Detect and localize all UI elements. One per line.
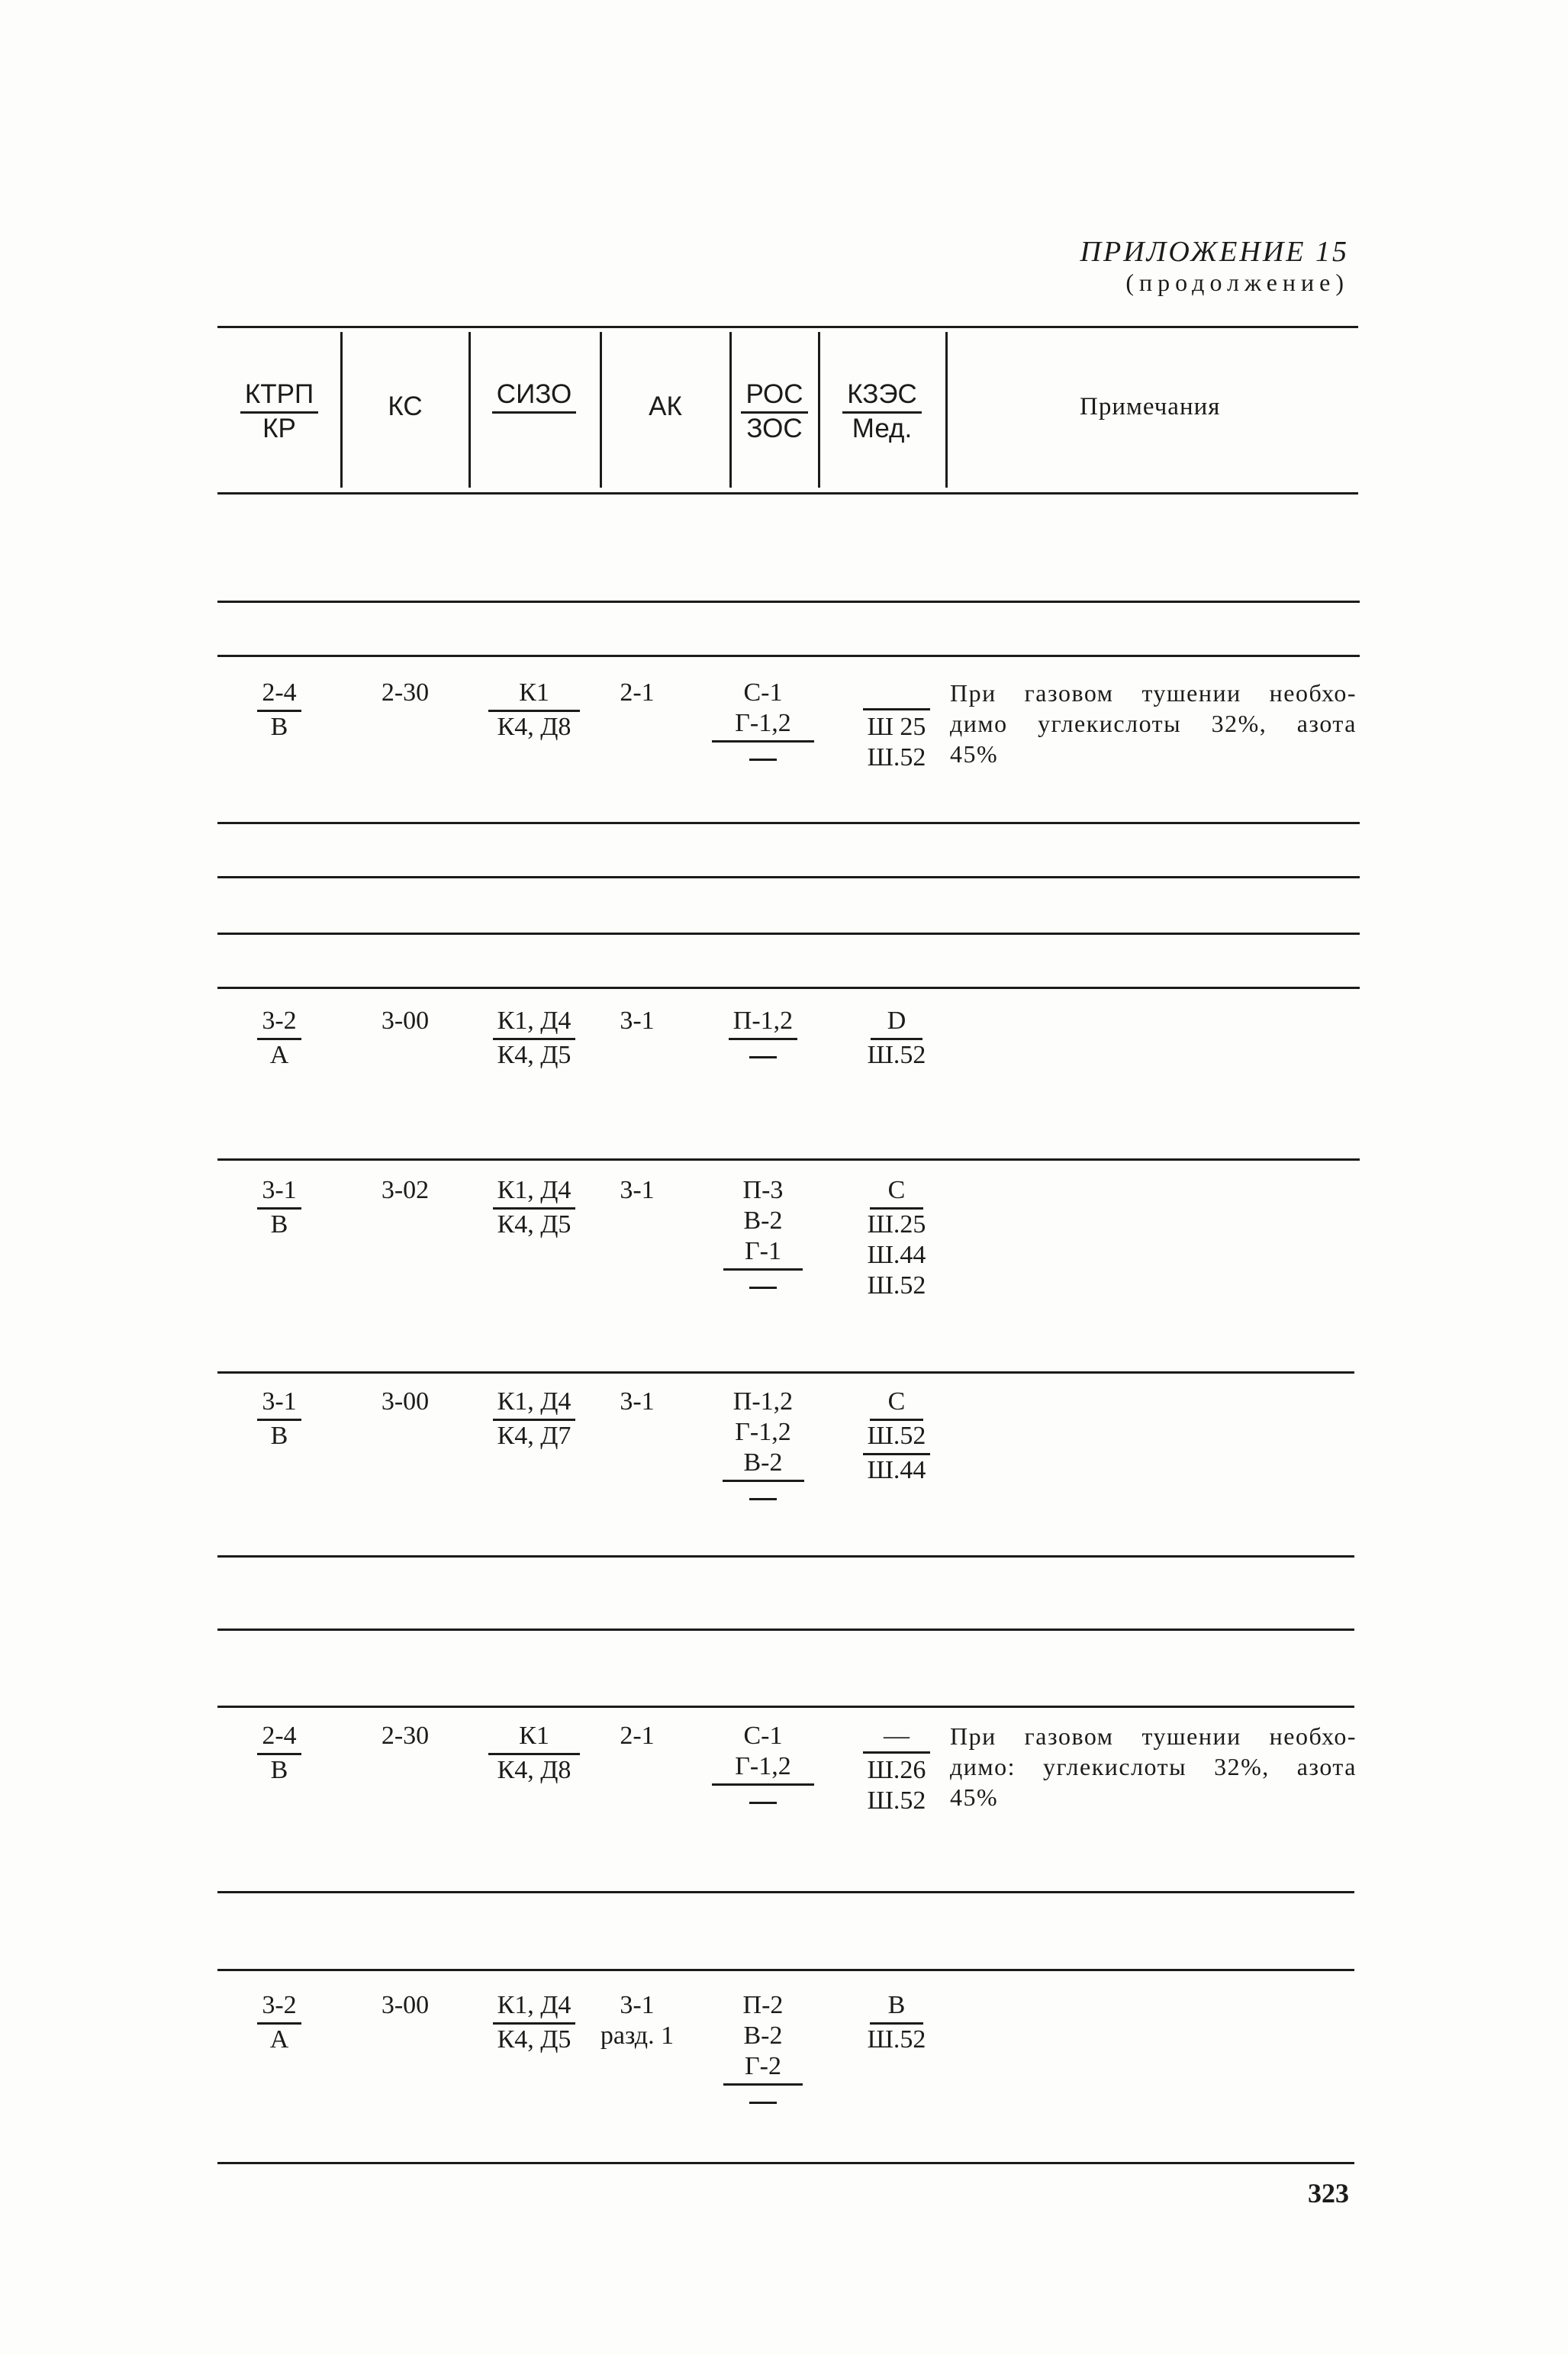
cell-zos-dash	[749, 1287, 777, 1289]
cell-ros-zos	[706, 1006, 820, 1071]
cell-sizo-top: К1, Д4	[493, 1175, 576, 1210]
cell-ktrp: 3-1	[257, 1387, 301, 1421]
col-divider-5	[818, 332, 820, 488]
cell-kzes-med	[851, 678, 942, 773]
cell-ktrp-kr	[223, 678, 336, 743]
cell-ktrp: 2-4	[257, 678, 301, 712]
col-divider-6	[945, 332, 948, 488]
cell-ros-line: В-2	[743, 1206, 783, 1235]
cell-ktrp-kr	[223, 1006, 336, 1071]
cell-kr: В	[270, 713, 288, 741]
col-header-ros: РОС	[741, 379, 807, 414]
note-line: При газовом тушении необхо-	[950, 679, 1357, 707]
cell-sizo-bottom: К4, Д8	[497, 1756, 571, 1784]
cell-med-line: Ш.25	[867, 1210, 926, 1239]
note-line: 45%	[950, 1783, 999, 1811]
cell-sizo	[450, 1721, 618, 1786]
cell-sizo-top: К1, Д4	[493, 1990, 576, 2025]
cell-sizo-bottom: К4, Д5	[497, 1041, 571, 1069]
cell-sizo-bottom: К4, Д5	[497, 2025, 571, 2054]
rule	[217, 987, 1360, 989]
col-divider-1	[340, 332, 343, 488]
cell-ros-line: П-2	[742, 1991, 784, 2019]
cell-med-line: Ш.52	[863, 1421, 931, 1455]
cell-ktrp-kr	[223, 1990, 336, 2055]
cell-sizo-bottom: К4, Д8	[497, 713, 571, 741]
cell-sizo-top: К1, Д4	[493, 1387, 576, 1421]
cell-med-line: Ш.26	[863, 1751, 931, 1786]
cell-ros-line: Г-2	[723, 2051, 803, 2086]
note-line: При газовом тушении необхо-	[950, 1722, 1357, 1750]
cell-med-line: Ш.44	[867, 1456, 926, 1484]
col-header-ktrp: КТРП	[240, 379, 318, 414]
cell-kr: В	[270, 1422, 288, 1450]
rule	[217, 1629, 1354, 1631]
cell-ros-line: С-1	[743, 678, 783, 707]
note-line: димо углекислоты 32%, азота	[950, 710, 1357, 737]
cell-ktrp: 3-2	[257, 1006, 301, 1040]
cell-ktrp: 3-2	[257, 1990, 301, 2025]
col-header-kzes-med	[823, 379, 942, 444]
header-top-rule	[217, 326, 1358, 328]
cell-note	[950, 1721, 1357, 1812]
cell-sizo	[450, 1006, 618, 1071]
cell-kr: В	[270, 1756, 288, 1784]
col-divider-3	[600, 332, 602, 488]
cell-med-line: Ш.52	[867, 743, 926, 772]
rule	[217, 1706, 1354, 1708]
rule	[217, 1891, 1354, 1893]
cell-sizo	[450, 1175, 618, 1240]
cell-zos-dash	[749, 1802, 777, 1804]
cell-ros-line: В-2	[743, 2022, 783, 2050]
cell-sizo-bottom: К4, Д7	[497, 1422, 571, 1450]
cell-ks: 3-02	[381, 1176, 430, 1204]
col-header-ros-zos	[734, 379, 815, 444]
cell-ktrp-kr	[223, 1387, 336, 1451]
cell-kzes-top: С	[870, 1175, 924, 1210]
cell-ros-line: Г-1,2	[712, 708, 813, 743]
rule	[217, 876, 1360, 878]
cell-ros-line: Г-1	[723, 1236, 803, 1271]
cell-ks: 2-30	[381, 1722, 430, 1750]
col-header-ktrp-kr	[223, 379, 336, 444]
col-divider-2	[468, 332, 471, 488]
cell-sizo-top: К1	[488, 678, 580, 712]
cell-ktrp-kr	[223, 1721, 336, 1786]
cell-ks: 2-30	[381, 678, 430, 707]
cell-med-line: Ш 25	[863, 708, 931, 743]
cell-zos-dash	[749, 1056, 777, 1058]
cell-med-line: Ш.52	[867, 1271, 926, 1300]
cell-zos-dash	[749, 2102, 777, 2104]
cell-sizo-top: К1, Д4	[493, 1006, 576, 1040]
appendix-subtitle: (продолжение)	[1125, 269, 1349, 296]
cell-ktrp-kr	[223, 1175, 336, 1240]
rule	[217, 2162, 1354, 2164]
cell-zos-dash	[749, 759, 777, 761]
header-bottom-rule	[217, 492, 1358, 495]
cell-ak: 2-1	[620, 678, 655, 707]
col-header-med: Мед.	[852, 414, 913, 443]
col-header-kzes: КЗЭС	[842, 379, 922, 414]
cell-kzes-med	[851, 1387, 942, 1486]
cell-med-line: Ш.52	[867, 1786, 926, 1815]
rule	[217, 655, 1360, 657]
cell-ros-zos	[706, 1721, 820, 1816]
rule	[217, 822, 1360, 824]
cell-ks: 3-00	[381, 1387, 430, 1416]
cell-ks: 3-00	[381, 1991, 430, 2019]
cell-ak: 2-1	[620, 1722, 655, 1750]
rule	[217, 601, 1360, 603]
col-header-sizo-label: СИЗО	[492, 379, 576, 414]
cell-ak: 3-1	[620, 1007, 655, 1035]
appendix-title: ПРИЛОЖЕНИЕ 15	[1080, 236, 1349, 268]
cell-ros-line: Г-1,2	[712, 1751, 813, 1786]
cell-ros-line: В-2	[723, 1448, 804, 1482]
cell-ros-line: С-1	[743, 1722, 783, 1750]
cell-med-line: Ш.44	[867, 1241, 926, 1269]
cell-kzes-med	[851, 1990, 942, 2055]
cell-med-line: Ш.52	[867, 1041, 926, 1069]
col-header-ks: КС	[388, 391, 423, 421]
rule	[217, 1371, 1354, 1374]
cell-kr: А	[269, 2025, 289, 2054]
rule	[217, 933, 1360, 935]
cell-ros-line: П-1,2	[732, 1387, 794, 1416]
note-line: 45%	[950, 740, 999, 768]
cell-ktrp: 2-4	[257, 1721, 301, 1755]
col-divider-4	[729, 332, 732, 488]
col-header-ak: АК	[649, 391, 682, 421]
cell-ros-line: Г-1,2	[735, 1418, 791, 1446]
cell-ak	[580, 1990, 694, 2051]
cell-sizo-bottom: К4, Д5	[497, 1210, 571, 1239]
cell-ros-zos	[706, 1175, 820, 1301]
rule	[217, 1158, 1360, 1161]
cell-sizo-top: К1	[488, 1721, 580, 1755]
cell-ks: 3-00	[381, 1007, 430, 1035]
cell-med-line: Ш.52	[867, 2025, 926, 2054]
cell-ros-line: П-3	[742, 1176, 784, 1204]
cell-kr: А	[269, 1041, 289, 1069]
page-number: 323	[1308, 2178, 1349, 2208]
cell-ak: 3-1	[620, 1176, 655, 1204]
cell-kr: В	[270, 1210, 288, 1239]
cell-kzes-top: D	[871, 1006, 923, 1040]
cell-kzes-med	[851, 1721, 942, 1816]
cell-ak-value: 3-1	[620, 1991, 655, 2019]
cell-kzes-med	[851, 1006, 942, 1071]
cell-kzes-top: В	[870, 1990, 924, 2025]
cell-sizo	[450, 678, 618, 743]
rule	[217, 1555, 1354, 1558]
rule	[217, 1969, 1354, 1971]
cell-ktrp: 3-1	[257, 1175, 301, 1210]
cell-zos-dash	[749, 1498, 777, 1500]
cell-ros-line: П-1,2	[729, 1006, 797, 1040]
note-line: димо: углекислоты 32%, азота	[950, 1753, 1357, 1780]
cell-ak-section: разд. 1	[600, 2022, 675, 2050]
col-header-zos: ЗОС	[746, 414, 803, 443]
cell-ros-zos	[706, 678, 820, 773]
cell-kzes-top: —	[884, 1722, 910, 1750]
col-header-kr: КР	[262, 414, 296, 443]
cell-note	[950, 678, 1357, 769]
cell-ak: 3-1	[620, 1387, 655, 1416]
cell-sizo	[450, 1387, 618, 1451]
cell-kzes-med	[851, 1175, 942, 1301]
col-header-notes: Примечания	[1080, 393, 1221, 420]
cell-kzes-top: С	[870, 1387, 924, 1421]
cell-ros-zos	[706, 1387, 820, 1513]
cell-ros-zos	[706, 1990, 820, 2116]
col-header-sizo	[473, 379, 595, 414]
